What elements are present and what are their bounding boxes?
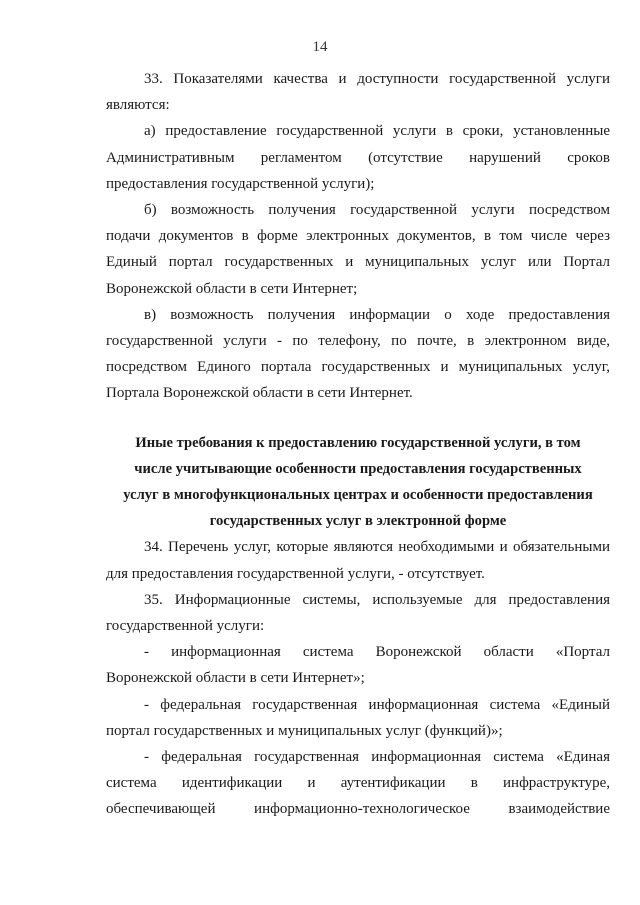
text-line: 35. Информационные системы, используемые для предоставления [144, 591, 610, 608]
text-line: государственной услуги: [106, 618, 265, 635]
text-line: в) возможность получения информации о ходе предоставления [144, 306, 610, 323]
paragraph [106, 197, 610, 302]
text-line: б) возможность получения государственной услуги посредством [144, 202, 610, 219]
paragraph [106, 66, 610, 118]
paragraph [106, 118, 610, 197]
heading-line: Иные требования к предоставлению государственной услуги, в том [135, 434, 581, 451]
paragraph [106, 534, 610, 586]
text-line: а) предоставление государственной услуги в сроки, установленные [144, 123, 610, 140]
text-line: посредством Единого портала государственных и муниципальных услуг, [106, 359, 610, 376]
text-line: - федеральная государственная информационная система «Единая [144, 749, 610, 766]
paragraph [106, 744, 610, 823]
paragraph [106, 639, 610, 691]
paragraph [106, 302, 610, 407]
text-line: Воронежской области в сети Интернет; [106, 280, 358, 297]
section-heading [106, 430, 610, 535]
text-line: Воронежской области в сети Интернет»; [106, 670, 365, 687]
text-line: Единый портал государственных и муниципальных услуг или Портал [106, 254, 610, 271]
text-line: Административным регламентом (отсутствие нарушений сроков [106, 149, 610, 166]
text-line: предоставления государственной услуги); [106, 175, 375, 192]
text-line: 34. Перечень услуг, которые являются необходимыми и обязательными [144, 539, 610, 556]
text-line: являются: [106, 97, 170, 114]
document-body [106, 66, 610, 823]
text-line: - федеральная государственная информационная система «Единый [144, 696, 610, 713]
page-number: 14 [312, 39, 328, 55]
text-line: Портала Воронежской области в сети Интернет. [106, 385, 413, 402]
text-line: обеспечивающей информационно-технологическое взаимодействие [106, 801, 610, 818]
text-line: портал государственных и муниципальных услуг (функций)»; [106, 722, 503, 739]
heading-line: числе учитывающие особенности предоставления государственных [134, 460, 582, 477]
text-line: для предоставления государственной услуги, - отсутствует. [106, 565, 485, 582]
paragraph [106, 587, 610, 639]
paragraph [106, 692, 610, 744]
text-line: подачи документов в форме электронных документов, в том числе через [106, 228, 610, 245]
heading-line: государственных услуг в электронной форме [209, 513, 507, 530]
section-other-requirements [106, 534, 610, 822]
text-line: - информационная система Воронежской области «Портал [144, 644, 610, 661]
heading-line: услуг в многофункциональных центрах и особенности предоставления [123, 487, 593, 504]
text-line: государственной услуги - по телефону, по почте, в электронном виде, [106, 333, 610, 350]
text-line: система идентификации и аутентификации в инфраструктуре, [106, 775, 610, 792]
text-line: 33. Показателями качества и доступности государственной услуги [144, 71, 610, 87]
section-quality-indicators [106, 66, 610, 407]
